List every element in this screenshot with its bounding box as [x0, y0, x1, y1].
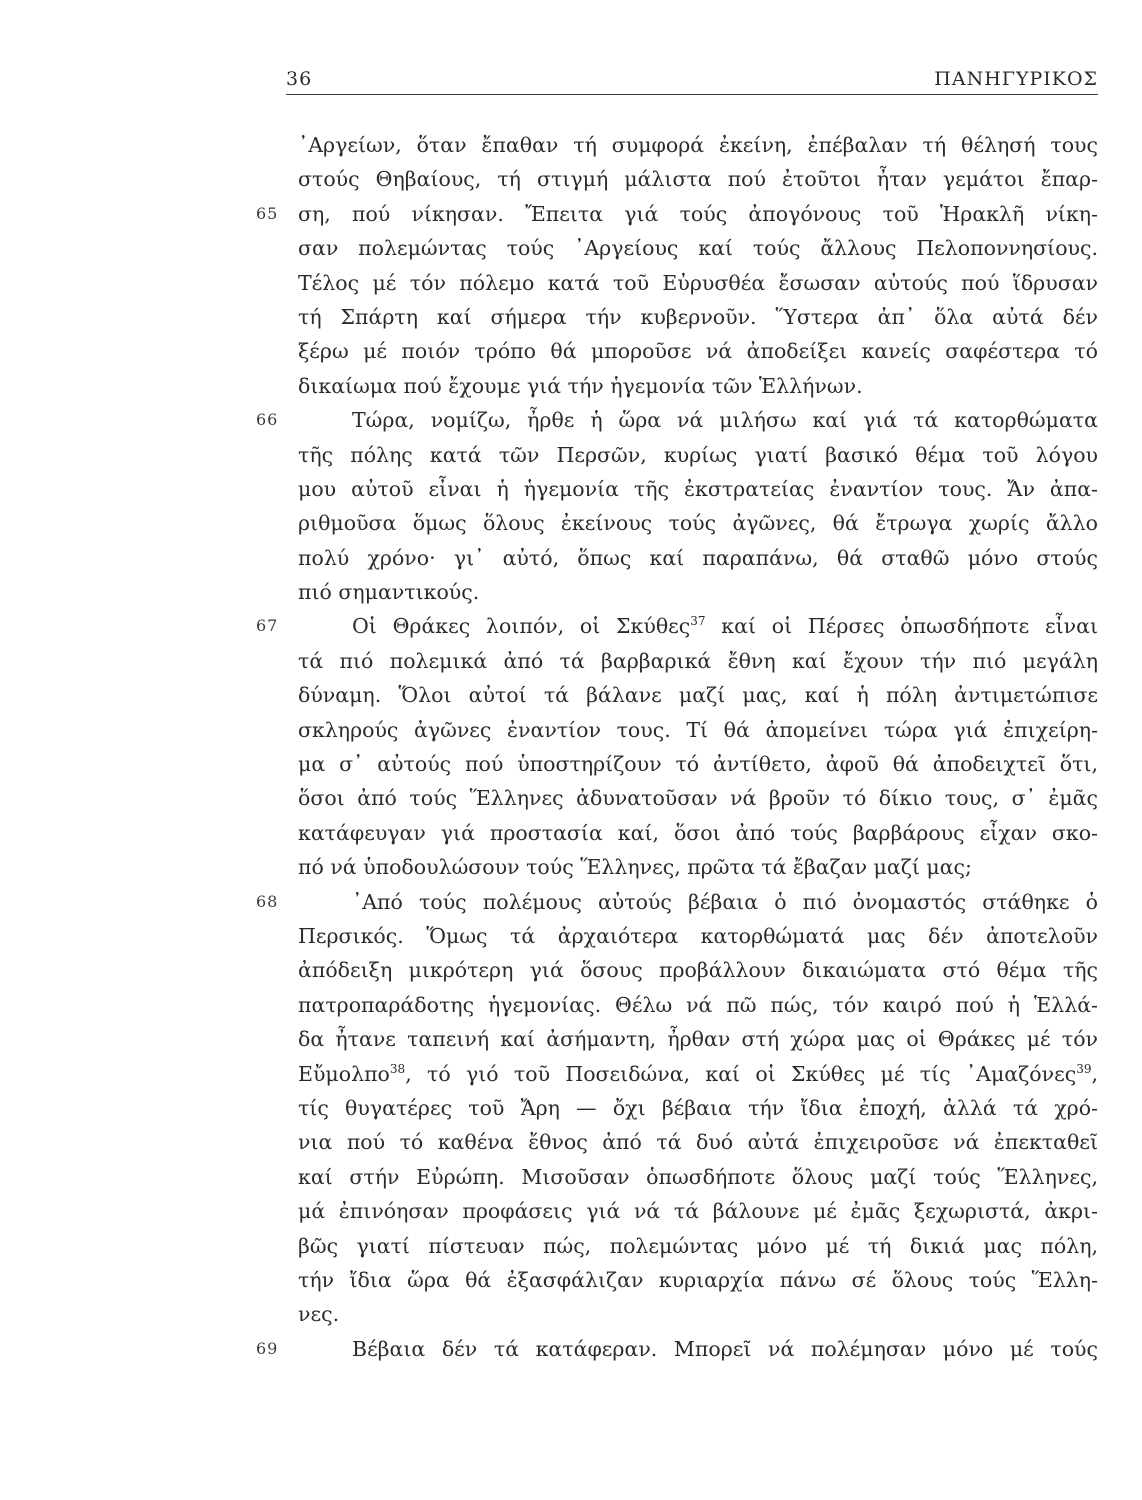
- line-text: πιό σημαντικούς.: [298, 580, 480, 605]
- line-text: ᾿Από τούς πολέμους αὐτούς βέβαια ὁ πιό ὀνομαστός στάθηκε ὁ: [352, 889, 1098, 914]
- text-line: [0, 988, 1142, 1022]
- line-text: πολύ χρόνο· γι᾿ αὐτό, ὅπως καί παραπάνω, θά σταθῶ μόνο στούς: [298, 545, 1098, 570]
- line-text: τήν ἴδια ὥρα θά ἐξασφάλιζαν κυριαρχία πάνω σέ ὅλους τούς Ἕλλη-: [298, 1267, 1098, 1292]
- line-text: Εὔμολπο$^{38}$, τό γιό τοῦ Ποσειδώνα, καί οἱ Σκύθες μέ τίς ᾿Αμαζόνες$^{39}$,: [298, 1061, 1098, 1086]
- line-text: σκληρούς ἀγῶνες ἐναντίον τους. Τί θά ἀπομείνει τώρα γιά ἐπιχείρη-: [298, 717, 1098, 742]
- line-text: πό νά ὑποδουλώσουν τούς Ἕλληνες, πρῶτα τά ἔβαζαν μαζί μας;: [298, 855, 972, 880]
- text-line: [0, 644, 1142, 678]
- text-line: [0, 1057, 1142, 1091]
- line-text: ξέρω μέ ποιόν τρόπο θά μποροῦσε νά ἀποδείξει κανείς σαφέστερα τό: [298, 339, 1098, 364]
- text-line: [0, 1332, 1142, 1366]
- line-text: ᾿Αργείων, ὅταν ἔπαθαν τή συμφορά ἐκείνη, ἐπέβαλαν τή θέλησή τους: [298, 133, 1098, 157]
- text-line: [0, 575, 1142, 609]
- text-line: [0, 1229, 1142, 1263]
- text-line: [0, 541, 1142, 575]
- line-text: νες.: [298, 1302, 340, 1327]
- line-text: κατάφευγαν γιά προστασία καί, ὅσοι ἀπό τούς βαρβάρους εἶχαν σκο-: [298, 820, 1098, 845]
- line-text: τίς θυγατέρες τοῦ Ἄρη — ὄχι βέβαια τήν ἴδια ἐποχή, ἀλλά τά χρό-: [298, 1095, 1098, 1120]
- section-number: 68: [256, 891, 279, 911]
- line-text: Τώρα, νομίζω, ἦρθε ἡ ὥρα νά μιλήσω καί γιά τά κατορθώματα: [352, 408, 1098, 433]
- line-text: τά πιό πολεμικά ἀπό τά βαρβαρικά ἔθνη καί ἔχουν τήν πιό μεγάλη: [298, 648, 1098, 673]
- text-line: [0, 713, 1142, 747]
- line-text: Τέλος μέ τόν πόλεμο κατά τοῦ Εὐρυσθέα ἔσωσαν αὐτούς πού ἵδρυσαν: [298, 270, 1098, 295]
- header-rule: [286, 94, 1098, 95]
- text-line: [0, 403, 1142, 437]
- line-text: σαν πολεμώντας τούς ᾿Αργείους καί τούς ἄλλους Πελοποννησίους.: [298, 236, 1098, 261]
- text-line: [0, 266, 1142, 300]
- text-line: [0, 231, 1142, 265]
- line-text: ριθμοῦσα ὅμως ὅλους ἐκείνους τούς ἀγῶνες, θά ἔτρωγα χωρίς ἄλλο: [298, 511, 1098, 536]
- text-line: [0, 472, 1142, 506]
- line-text: ὅσοι ἀπό τούς Ἕλληνες ἀδυνατοῦσαν νά βροῦν τό δίκιο τους, σ᾿ ἐμᾶς: [298, 786, 1098, 811]
- text-line: [0, 1160, 1142, 1194]
- line-text: Βέβαια δέν τά κατάφεραν. Μπορεῖ νά πολέμησαν μόνο μέ τούς: [352, 1336, 1098, 1361]
- line-text: στούς Θηβαίους, τή στιγμή μάλιστα πού ἐτοῦτοι ἦταν γεμάτοι ἔπαρ-: [298, 167, 1098, 192]
- line-text: βῶς γιατί πίστευαν πώς, πολεμώντας μόνο μέ τή δικιά μας πόλη,: [298, 1233, 1098, 1258]
- line-text: δα ἦτανε ταπεινή καί ἀσήμαντη, ἦρθαν στή χώρα μας οἱ Θράκες μέ τόν: [298, 1027, 1098, 1052]
- section-number: 66: [256, 410, 279, 430]
- line-text: τῆς πόλης κατά τῶν Περσῶν, κυρίως γιατί βασικό θέμα τοῦ λόγου: [298, 442, 1098, 467]
- line-text: ἀπόδειξη μικρότερη γιά ὅσους προβάλλουν δικαιώματα στό θέμα τῆς: [298, 958, 1098, 983]
- text-line: [0, 781, 1142, 815]
- footnote-ref: 39: [1076, 1061, 1092, 1076]
- line-text: τή Σπάρτη καί σήμερα τήν κυβερνοῦν. Ὕστερα ἀπ᾿ ὅλα αὐτά δέν: [298, 304, 1098, 329]
- line-text: δύναμη. Ὅλοι αὐτοί τά βάλανε μαζί μας, καί ἡ πόλη ἀντιμετώπισε: [298, 683, 1098, 708]
- text-line: [0, 334, 1142, 368]
- text-line: [0, 197, 1142, 231]
- text-line: [0, 369, 1142, 403]
- line-text: μά ἐπινόησαν προφάσεις γιά νά τά βάλουνε μέ ἐμᾶς ξεχωριστά, ἀκρι-: [298, 1199, 1098, 1224]
- text-line: [0, 850, 1142, 884]
- text-line: [0, 953, 1142, 987]
- text-line: [0, 1091, 1142, 1125]
- section-number: 67: [256, 616, 279, 636]
- text-line: [0, 1297, 1142, 1331]
- text-line: [0, 506, 1142, 540]
- section-number: 69: [256, 1338, 279, 1358]
- text-line: [0, 1263, 1142, 1297]
- text-line: [0, 1022, 1142, 1056]
- line-text: πατροπαράδοτης ἡγεμονίας. Θέλω νά πῶ πώς, τόν καιρό πού ἡ Ἑλλά-: [298, 992, 1098, 1017]
- text-line: [0, 747, 1142, 781]
- page-header: [286, 68, 1098, 94]
- text-line: [0, 1125, 1142, 1159]
- section-number: 65: [256, 203, 279, 223]
- body-text: [0, 128, 1142, 1366]
- line-text: δικαίωμα πού ἔχουμε γιά τήν ἡγεμονία τῶν Ἑλλήνων.: [298, 373, 863, 398]
- text-line: [0, 678, 1142, 712]
- text-line: [0, 438, 1142, 472]
- text-line: [0, 300, 1142, 334]
- page-number: 36: [286, 68, 313, 90]
- line-text: Οἱ Θράκες λοιπόν, οἱ Σκύθες$^{37}$ καί οἱ Πέρσες ὁπωσδήποτε εἶναι: [352, 614, 1098, 639]
- text-line: [0, 919, 1142, 953]
- text-line: [0, 609, 1142, 643]
- text-line: [0, 885, 1142, 919]
- line-text: μα σ᾿ αὐτούς πού ὑποστηρίζουν τό ἀντίθετο, ἀφοῦ θά ἀποδειχτεῖ ὅτι,: [298, 752, 1098, 777]
- line-text: ση, πού νίκησαν. Ἔπειτα γιά τούς ἀπογόνους τοῦ Ἡρακλῆ νίκη-: [298, 201, 1098, 226]
- line-text: νια πού τό καθένα ἔθνος ἀπό τά δυό αὐτά ἐπιχειροῦσε νά ἐπεκταθεῖ: [298, 1130, 1098, 1155]
- footnote-ref: 37: [690, 614, 706, 629]
- line-text: καί στήν Εὐρώπη. Μισοῦσαν ὁπωσδήποτε ὅλους μαζί τούς Ἕλληνες,: [298, 1164, 1098, 1189]
- text-line: [0, 162, 1142, 196]
- text-line: [0, 128, 1142, 162]
- footnote-ref: 38: [389, 1061, 406, 1076]
- line-text: Περσικός. Ὅμως τά ἀρχαιότερα κατορθώματά μας δέν ἀποτελοῦν: [298, 923, 1098, 948]
- text-line: [0, 816, 1142, 850]
- line-text: μου αὐτοῦ εἶναι ἡ ἡγεμονία τῆς ἐκστρατείας ἐναντίον τους. Ἄν ἀπα-: [298, 476, 1098, 501]
- running-title: ΠΑΝΗΓΥΡΙΚΟΣ: [934, 68, 1098, 90]
- text-line: [0, 1194, 1142, 1228]
